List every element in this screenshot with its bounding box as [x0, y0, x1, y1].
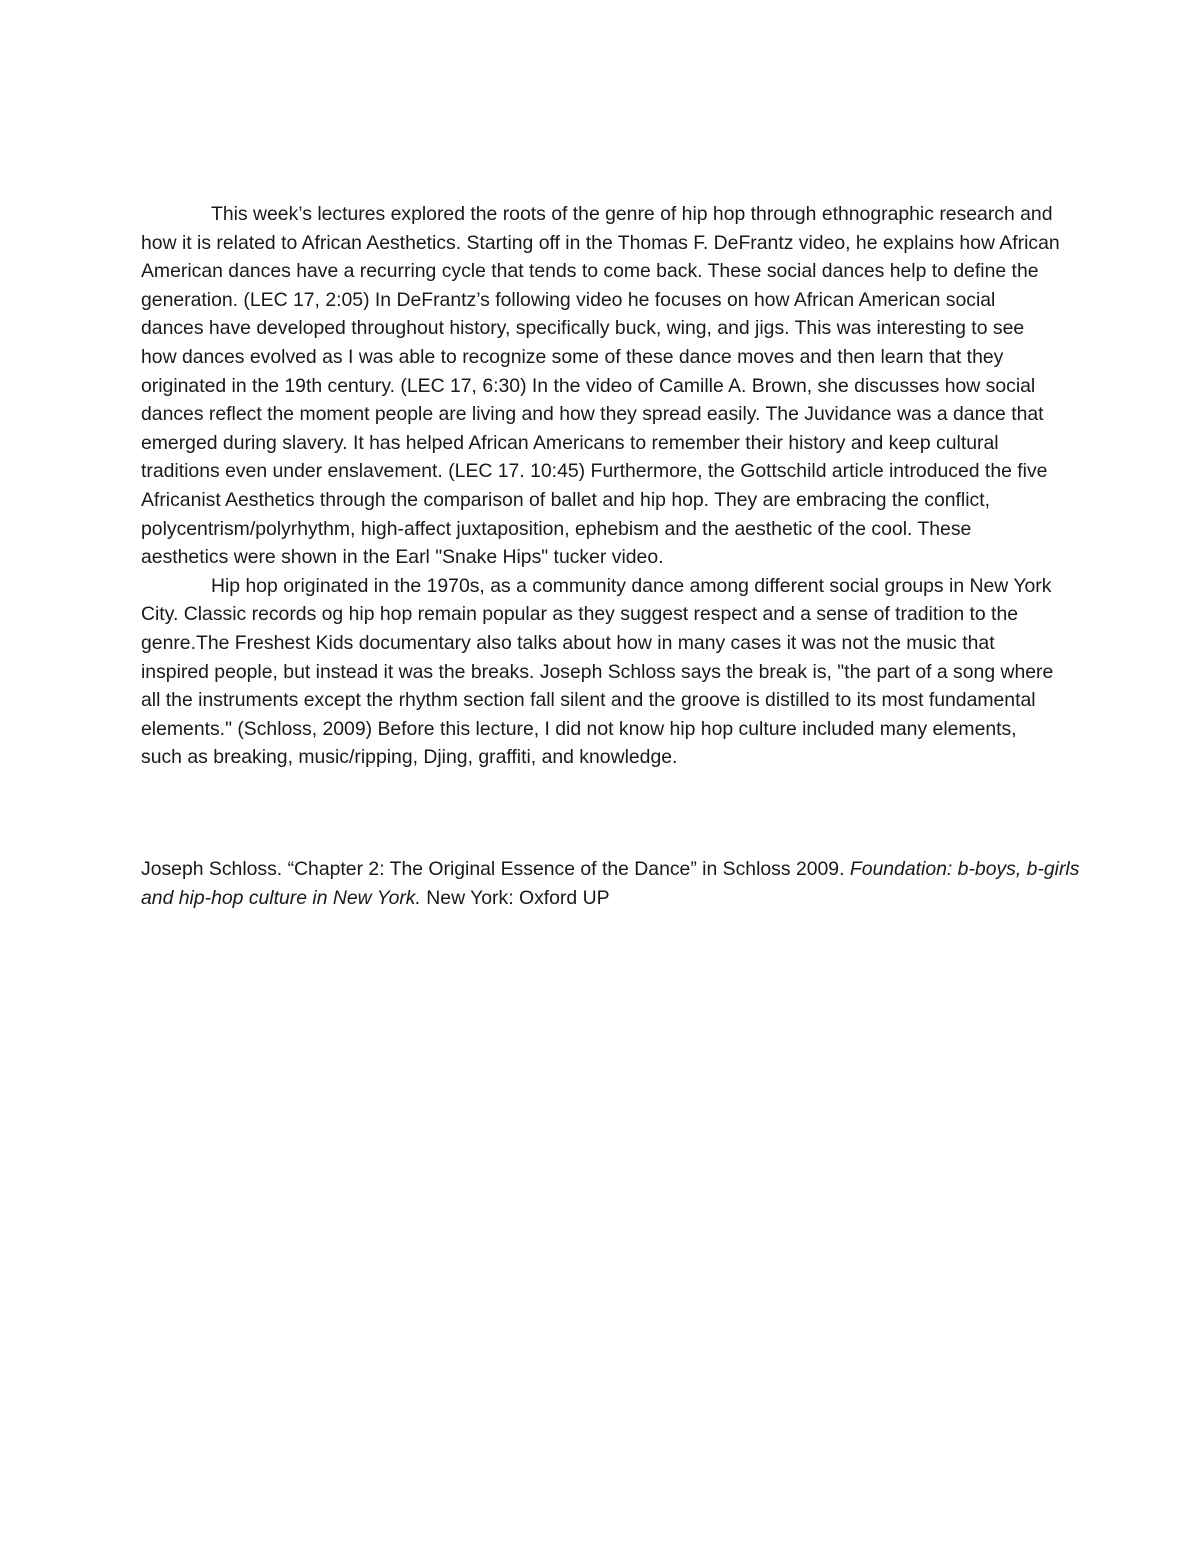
paragraph-2: Hip hop originated in the 1970s, as a community dance among different social groups in New York City. Classic records og hip hop remain popular as they suggest respect and a sense of tradition to the genre.The Freshest Kids documentary also talks about how in many cases it was not the music that inspired people, but instead it was the breaks. Joseph Schloss says the break is, "the part of a song where all the instruments except the rhythm section fall silent and the groove is distilled to its most fundamental elements." (Schloss, 2009) Before this lecture, I did not know hip hop culture included many elements, such as breaking, music/ripping, Djing, graffiti, and knowledge.	[141, 574, 1054, 769]
citation-publisher: New York: Oxford UP	[420, 886, 610, 909]
paragraph-1: This week’s lectures explored the roots of the genre of hip hop through ethnographic research and how it is related to African Aesthetics. Starting off in the Thomas F. DeFrantz video, he explains how African American dances have a recurring cycle that tends to come back. These social dances help to define the generation. (LEC 17, 2:05) In DeFrantz’s following video he focuses on how African American social dances have developed throughout history, specifically buck, wing, and jigs. This was interesting to see how dances evolved as I was able to recognize some of these dance moves and then learn that they originated in the 19th century. (LEC 17, 6:30) In the video of Camille A. Brown, she discusses how social dances reflect the moment people are living and how they spread easily. The Juvidance was a dance that emerged during slavery. It has helped African Americans to remember their history and keep cultural traditions even under enslavement. (LEC 17. 10:45) Furthermore, the Gottschild article introduced the five Africanist Aesthetics through the comparison of ballet and hip hop. They are embracing the conflict, polycentrism/polyrhythm, high-affect juxtaposition, ephebism and the aesthetic of the cool. These aesthetics were shown in the Earl "Snake Hips" tucker video.	[141, 203, 1060, 569]
citation-author-chapter: Joseph Schloss. “Chapter 2: The Original Essence of the Dance” in Schloss 2009.	[141, 858, 850, 880]
works-cited-entry	[141, 855, 1081, 912]
citation-book-title: Foundation: b-boys, b-girls and hip-hop culture in New York.	[141, 858, 1080, 909]
essay-body	[141, 200, 1061, 772]
